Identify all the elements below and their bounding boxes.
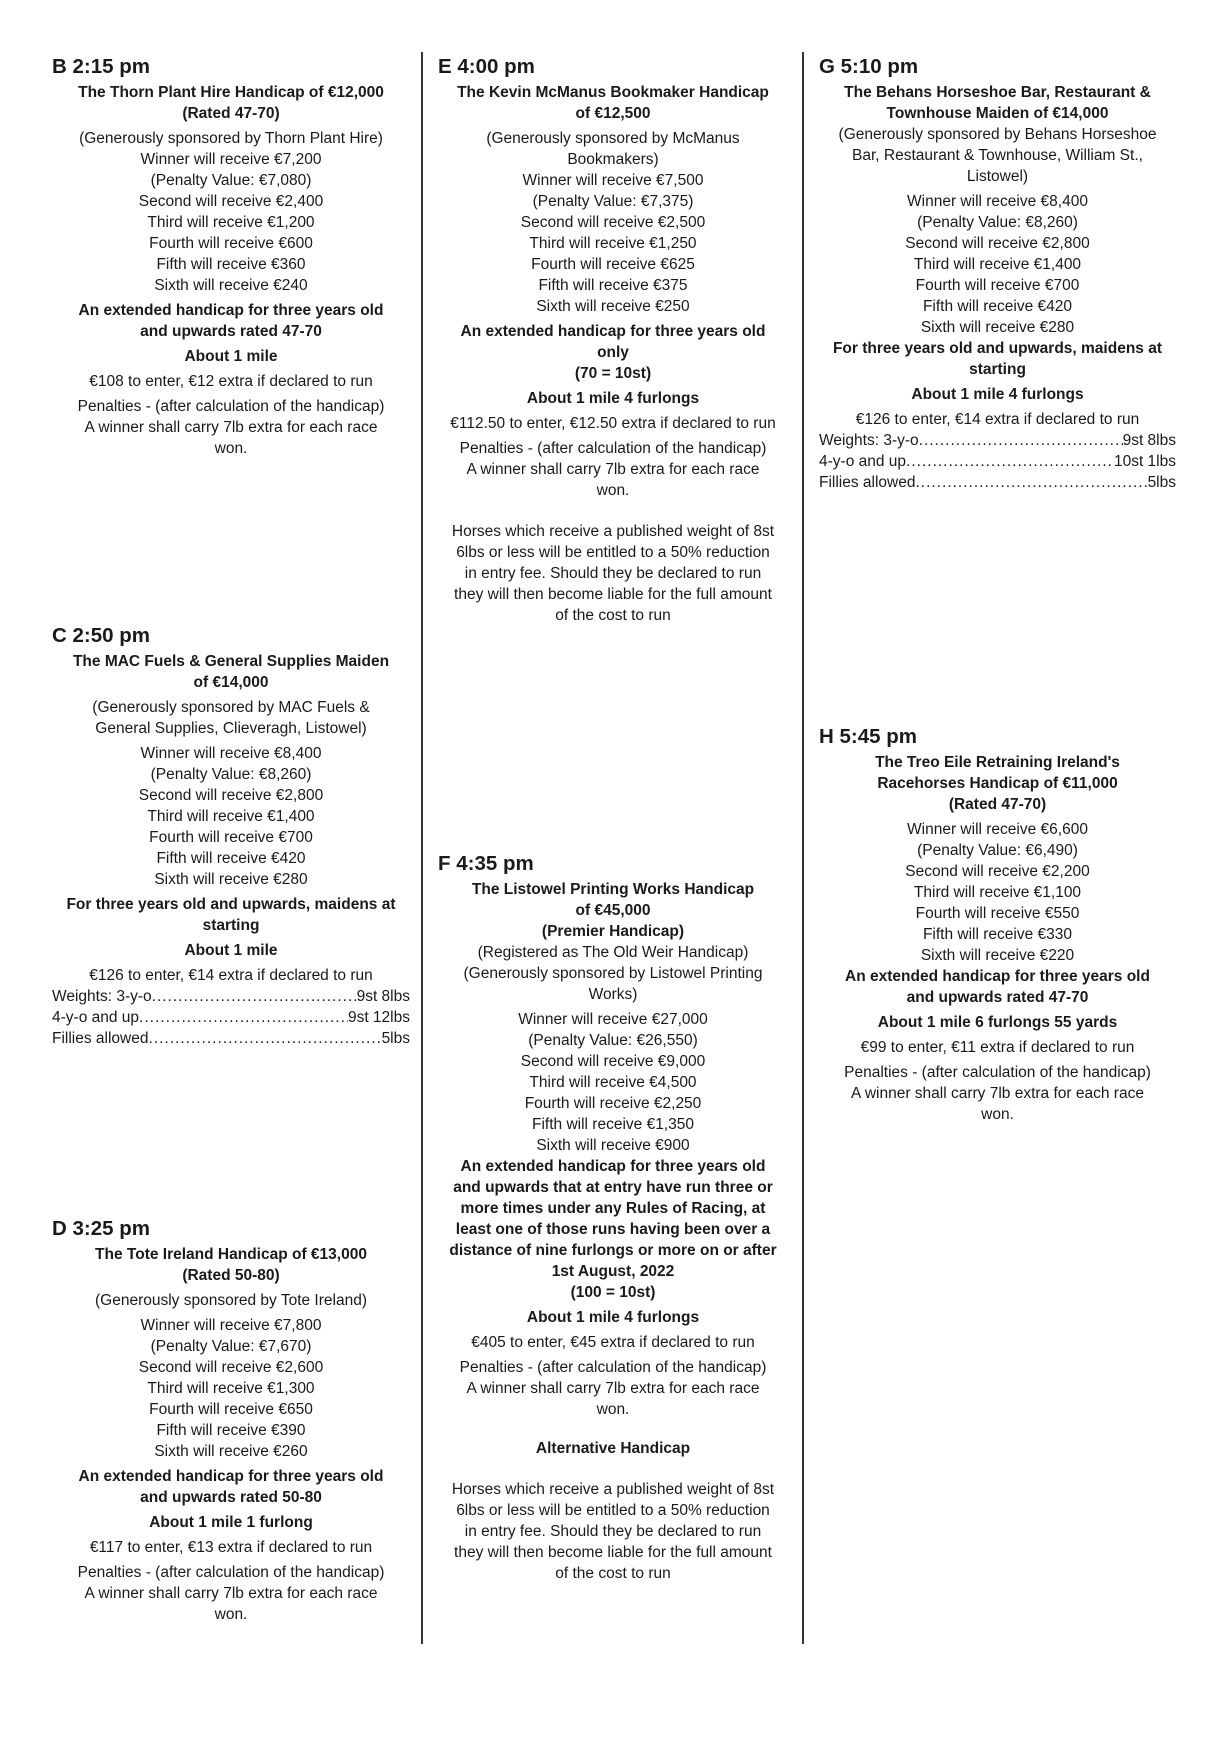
conditions-line: more times under any Rules of Racing, at bbox=[460, 1200, 766, 1217]
prize-line: Second will receive €2,400 bbox=[138, 193, 324, 210]
race-distance: About 1 mile bbox=[184, 348, 278, 365]
race-code: C 2:50 pm bbox=[52, 624, 150, 647]
prize-line: Second will receive €9,000 bbox=[520, 1053, 706, 1070]
reduction-note: Horses which receive a published weight of 8st bbox=[451, 523, 775, 540]
prize-line: Sixth will receive €900 bbox=[536, 1137, 690, 1154]
race-code: E 4:00 pm bbox=[438, 55, 535, 78]
race-distance: About 1 mile bbox=[184, 942, 278, 959]
prize-line: Third will receive €1,100 bbox=[913, 884, 1082, 901]
conditions-line: and upwards rated 47-70 bbox=[140, 323, 322, 340]
entry-fee: €126 to enter, €14 extra if declared to run bbox=[855, 411, 1140, 428]
race-g bbox=[819, 56, 1176, 493]
race-title: of €14,000 bbox=[193, 674, 269, 691]
penalties-line: Penalties - (after calculation of the handicap) bbox=[77, 398, 385, 415]
conditions-line: starting bbox=[969, 361, 1026, 378]
penalties-line: A winner shall carry 7lb extra for each race bbox=[84, 1585, 378, 1602]
prize-line: Fourth will receive €550 bbox=[915, 905, 1080, 922]
conditions-line: only bbox=[597, 344, 629, 361]
prize-line: Sixth will receive €240 bbox=[154, 277, 308, 294]
sponsor-line: Listowel) bbox=[966, 168, 1029, 185]
conditions-line: and upwards that at entry have run three or bbox=[453, 1179, 773, 1196]
weights-row: Fillies allowed ..... 5lbs bbox=[52, 1028, 410, 1049]
prize-line: Fourth will receive €700 bbox=[149, 829, 313, 846]
penalties-line: Penalties - (after calculation of the handicap) bbox=[844, 1064, 1151, 1081]
prize-line: (Penalty Value: €6,490) bbox=[917, 842, 1078, 859]
prize-line: Winner will receive €27,000 bbox=[518, 1011, 708, 1028]
prize-line: (Penalty Value: €7,670) bbox=[150, 1338, 312, 1355]
weights-row: Weights: 3-y-o ..... 9st 8lbs bbox=[52, 986, 410, 1007]
race-code: D 3:25 pm bbox=[52, 1217, 150, 1240]
prize-line: (Penalty Value: €8,260) bbox=[150, 766, 312, 783]
reduction-note: they will then become liable for the full amount bbox=[454, 1544, 772, 1561]
prize-line: Fourth will receive €600 bbox=[149, 235, 313, 252]
prize-line: Sixth will receive €280 bbox=[920, 319, 1075, 336]
entry-fee: €405 to enter, €45 extra if declared to run bbox=[471, 1334, 755, 1351]
race-title: The Treo Eile Retraining Ireland's bbox=[875, 754, 1120, 771]
prize-line: Second will receive €2,800 bbox=[905, 235, 1090, 252]
race-code: B 2:15 pm bbox=[52, 55, 150, 78]
reduction-note: of the cost to run bbox=[555, 607, 671, 624]
sponsor-line: Works) bbox=[588, 986, 638, 1003]
prize-line: Third will receive €1,250 bbox=[529, 235, 697, 252]
prize-line: Third will receive €1,200 bbox=[147, 214, 315, 231]
race-e bbox=[438, 56, 788, 626]
race-title: of €45,000 bbox=[575, 902, 651, 919]
conditions-line: For three years old and upwards, maidens at bbox=[832, 340, 1163, 357]
race-code: G 5:10 pm bbox=[819, 55, 919, 78]
prize-line: Second will receive €2,600 bbox=[138, 1359, 324, 1376]
prize-line: Winner will receive €8,400 bbox=[140, 745, 322, 762]
prize-line: Fifth will receive €420 bbox=[922, 298, 1073, 315]
reduction-note: Horses which receive a published weight of 8st bbox=[451, 1481, 775, 1498]
race-f bbox=[438, 853, 788, 1584]
penalties-line: A winner shall carry 7lb extra for each race bbox=[466, 461, 760, 478]
weights-row: Fillies allowed ..... 5lbs bbox=[819, 472, 1176, 493]
race-d bbox=[52, 1218, 410, 1625]
reduction-note: they will then become liable for the full amount bbox=[454, 586, 772, 603]
penalties-line: Penalties - (after calculation of the handicap) bbox=[77, 1564, 385, 1581]
race-title: The Tote Ireland Handicap of €13,000 bbox=[95, 1246, 367, 1263]
sponsor-line: (Generously sponsored by Behans Horseshoe bbox=[838, 126, 1157, 143]
prize-line: Third will receive €4,500 bbox=[529, 1074, 697, 1091]
conditions-line: An extended handicap for three years old bbox=[460, 323, 766, 340]
conditions-line: and upwards rated 47-70 bbox=[906, 989, 1089, 1006]
prize-line: Third will receive €1,300 bbox=[147, 1380, 315, 1397]
entry-fee: €126 to enter, €14 extra if declared to run bbox=[89, 967, 373, 984]
sponsor-line: (Generously sponsored by MAC Fuels & bbox=[92, 699, 370, 716]
prize-line: Fourth will receive €650 bbox=[149, 1401, 313, 1418]
alternative-handicap-heading: Alternative Handicap bbox=[535, 1440, 691, 1457]
penalties-line: A winner shall carry 7lb extra for each race bbox=[851, 1085, 1144, 1102]
reduction-note: 6lbs or less will be entitled to a 50% reduction bbox=[456, 544, 770, 561]
prize-line: (Penalty Value: €8,260) bbox=[917, 214, 1078, 231]
prize-line: Fourth will receive €625 bbox=[531, 256, 695, 273]
conditions-line: and upwards rated 50-80 bbox=[140, 1489, 322, 1506]
race-title: The Kevin McManus Bookmaker Handicap bbox=[457, 84, 769, 101]
conditions-line: distance of nine furlongs or more on or after bbox=[449, 1242, 777, 1259]
sponsor-line: (Generously sponsored by Thorn Plant Hire) bbox=[79, 130, 383, 147]
penalties-line: won. bbox=[596, 1401, 630, 1418]
prize-line: Winner will receive €6,600 bbox=[907, 821, 1088, 838]
sponsor-line: Bar, Restaurant & Townhouse, William St., bbox=[852, 147, 1143, 164]
prize-line: Sixth will receive €220 bbox=[920, 947, 1075, 964]
race-b bbox=[52, 56, 410, 459]
prize-line: Second will receive €2,500 bbox=[520, 214, 706, 231]
entry-fee: €112.50 to enter, €12.50 extra if declared to run bbox=[450, 415, 776, 432]
conditions-line: (70 = 10st) bbox=[574, 365, 652, 382]
prize-line: Winner will receive €7,800 bbox=[140, 1317, 322, 1334]
race-distance: About 1 mile 4 furlongs bbox=[526, 390, 700, 407]
conditions-line: 1st August, 2022 bbox=[551, 1263, 675, 1280]
race-title: The Behans Horseshoe Bar, Restaurant & bbox=[844, 84, 1151, 101]
race-distance: About 1 mile 4 furlongs bbox=[526, 1309, 700, 1326]
race-title: The Listowel Printing Works Handicap bbox=[471, 881, 755, 898]
race-title: Townhouse Maiden of €14,000 bbox=[886, 105, 1109, 122]
prize-line: Fifth will receive €375 bbox=[538, 277, 688, 294]
race-title: Racehorses Handicap of €11,000 bbox=[877, 775, 1118, 792]
conditions-line: An extended handicap for three years old bbox=[78, 302, 384, 319]
entry-fee: €108 to enter, €12 extra if declared to run bbox=[89, 373, 373, 390]
race-title: (Rated 50-80) bbox=[182, 1267, 280, 1284]
prize-line: Sixth will receive €260 bbox=[154, 1443, 308, 1460]
conditions-line: starting bbox=[202, 917, 260, 934]
race-code: F 4:35 pm bbox=[438, 852, 534, 875]
race-code: H 5:45 pm bbox=[819, 725, 917, 748]
race-distance: About 1 mile 1 furlong bbox=[149, 1514, 313, 1531]
race-title: The Thorn Plant Hire Handicap of €12,000 bbox=[78, 84, 384, 101]
prize-line: Sixth will receive €250 bbox=[536, 298, 690, 315]
race-title: (Rated 47-70) bbox=[182, 105, 280, 122]
prize-line: Winner will receive €7,500 bbox=[522, 172, 704, 189]
penalties-line: won. bbox=[214, 440, 248, 457]
race-c bbox=[52, 625, 410, 1049]
conditions-line: An extended handicap for three years old bbox=[460, 1158, 766, 1175]
sponsor-line: (Generously sponsored by Listowel Printing bbox=[463, 965, 763, 982]
prize-line: Second will receive €2,800 bbox=[138, 787, 324, 804]
race-title: (Premier Handicap) bbox=[541, 923, 685, 940]
conditions-line: least one of those runs having been over a bbox=[455, 1221, 771, 1238]
reduction-note: in entry fee. Should they be declared to run bbox=[464, 1523, 762, 1540]
prize-line: Fifth will receive €360 bbox=[156, 256, 306, 273]
prize-line: Fifth will receive €1,350 bbox=[532, 1116, 694, 1133]
column-divider-right bbox=[802, 52, 804, 1644]
reduction-note: in entry fee. Should they be declared to run bbox=[464, 565, 762, 582]
prize-line: Third will receive €1,400 bbox=[147, 808, 315, 825]
race-distance: About 1 mile 4 furlongs bbox=[911, 386, 1084, 403]
prize-line: Fifth will receive €390 bbox=[156, 1422, 306, 1439]
prize-line: (Penalty Value: €7,375) bbox=[532, 193, 694, 210]
weights-row: Weights: 3-y-o ..... 9st 8lbs bbox=[819, 430, 1176, 451]
race-title: of €12,500 bbox=[575, 105, 651, 122]
race-title: The MAC Fuels & General Supplies Maiden bbox=[72, 653, 390, 670]
prize-line: Fifth will receive €420 bbox=[156, 850, 306, 867]
conditions-line: An extended handicap for three years old bbox=[78, 1468, 384, 1485]
prize-line: Second will receive €2,200 bbox=[905, 863, 1090, 880]
conditions-line: (100 = 10st) bbox=[570, 1284, 656, 1301]
weights-row: 4-y-o and up ..... 9st 12lbs bbox=[52, 1007, 410, 1028]
penalties-line: won. bbox=[596, 482, 630, 499]
penalties-line: won. bbox=[981, 1106, 1014, 1123]
reduction-note: of the cost to run bbox=[555, 1565, 671, 1582]
weights-row: 4-y-o and up ..... 10st 1lbs bbox=[819, 451, 1176, 472]
prize-line: Fourth will receive €700 bbox=[915, 277, 1080, 294]
sponsor-line: (Generously sponsored by Tote Ireland) bbox=[95, 1292, 367, 1309]
prize-line: Winner will receive €8,400 bbox=[907, 193, 1088, 210]
race-title: (Rated 47-70) bbox=[948, 796, 1047, 813]
prize-line: Fourth will receive €2,250 bbox=[524, 1095, 702, 1112]
penalties-line: Penalties - (after calculation of the handicap) bbox=[459, 1359, 767, 1376]
penalties-line: Penalties - (after calculation of the handicap) bbox=[459, 440, 767, 457]
entry-fee: €99 to enter, €11 extra if declared to run bbox=[860, 1039, 1135, 1056]
prize-line: Winner will receive €7,200 bbox=[140, 151, 322, 168]
sponsor-line: (Generously sponsored by McManus bbox=[486, 130, 740, 147]
prize-line: Fifth will receive €330 bbox=[922, 926, 1073, 943]
race-h bbox=[819, 726, 1176, 1125]
race-distance: About 1 mile 6 furlongs 55 yards bbox=[877, 1014, 1118, 1031]
reduction-note: 6lbs or less will be entitled to a 50% reduction bbox=[456, 1502, 770, 1519]
penalties-line: A winner shall carry 7lb extra for each race bbox=[84, 419, 378, 436]
penalties-line: A winner shall carry 7lb extra for each race bbox=[466, 1380, 760, 1397]
conditions-line: For three years old and upwards, maidens at bbox=[66, 896, 396, 913]
prize-line: Sixth will receive €280 bbox=[154, 871, 308, 888]
prize-line: (Penalty Value: €26,550) bbox=[528, 1032, 698, 1049]
sponsor-line: (Registered as The Old Weir Handicap) bbox=[477, 944, 749, 961]
prize-line: (Penalty Value: €7,080) bbox=[150, 172, 312, 189]
entry-fee: €117 to enter, €13 extra if declared to run bbox=[89, 1539, 373, 1556]
penalties-line: won. bbox=[214, 1606, 248, 1623]
prize-line: Third will receive €1,400 bbox=[913, 256, 1082, 273]
sponsor-line: General Supplies, Clieveragh, Listowel) bbox=[95, 720, 367, 737]
sponsor-line: Bookmakers) bbox=[567, 151, 659, 168]
conditions-line: An extended handicap for three years old bbox=[845, 968, 1150, 985]
column-divider-left bbox=[421, 52, 423, 1644]
